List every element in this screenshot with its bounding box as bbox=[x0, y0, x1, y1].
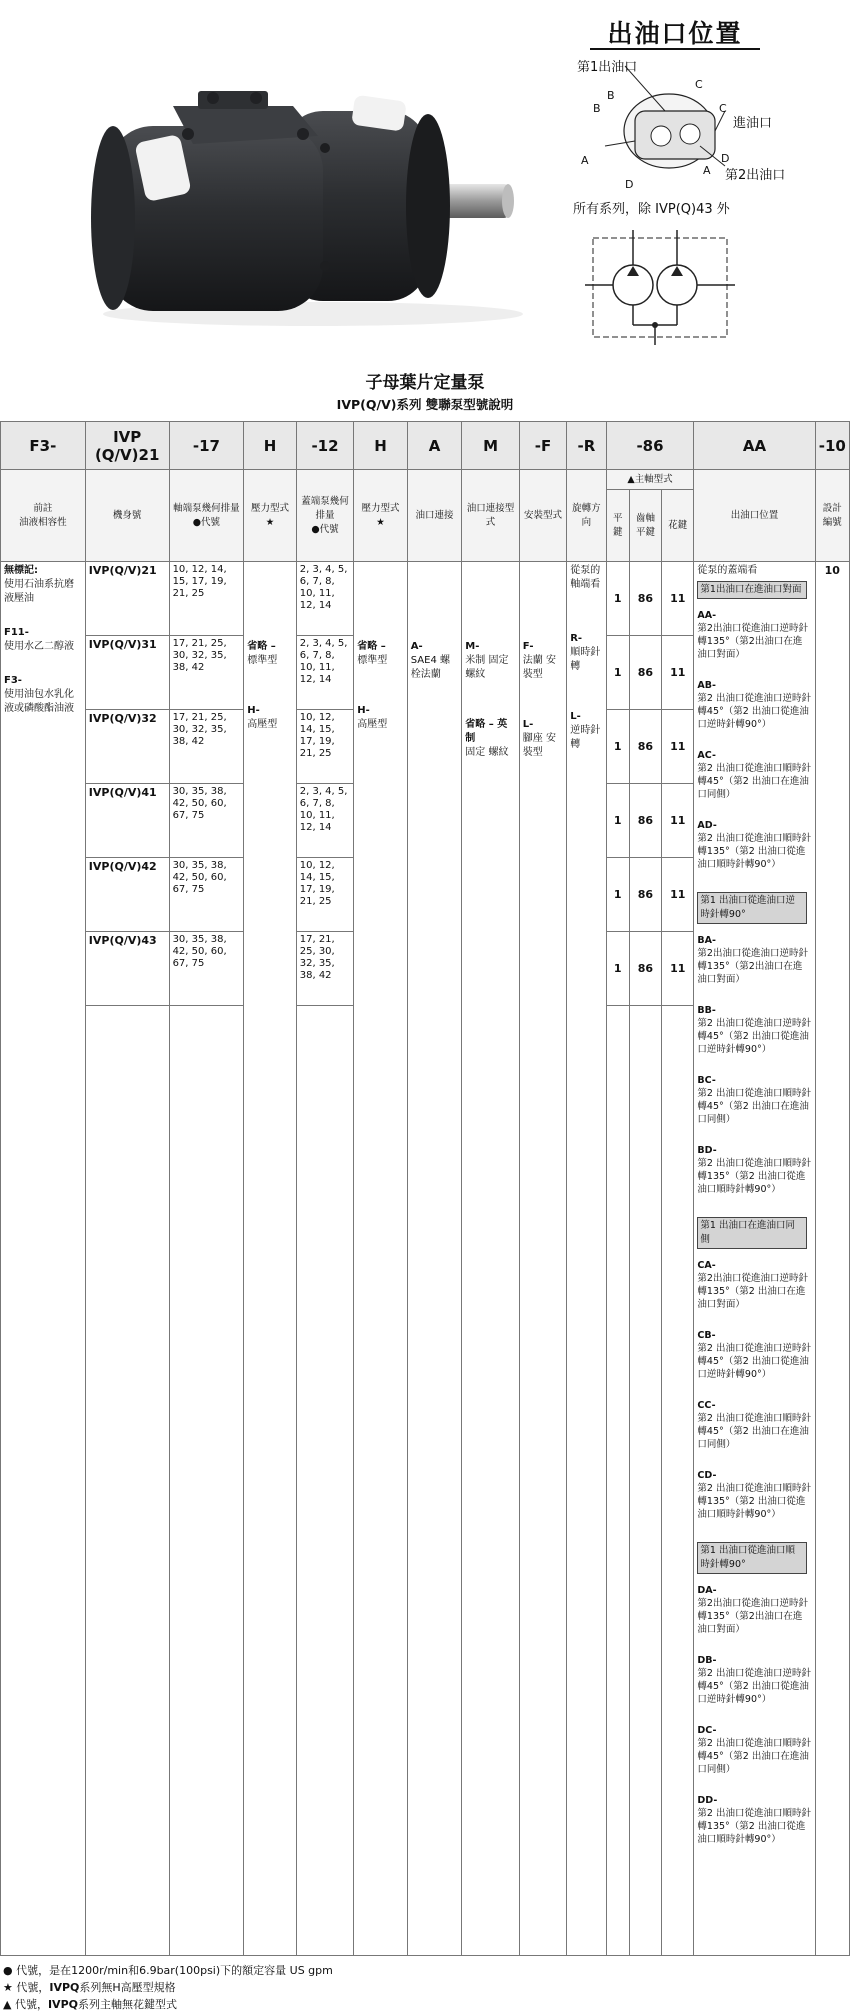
shaft-key: 1 bbox=[606, 858, 629, 932]
outlet-entry: BD- 第2 出油口從進油口順時針轉135°（第2 出油口從進油口順時針轉90°） bbox=[697, 1145, 811, 1195]
header-shaft-group: ▲主軸型式 bbox=[606, 470, 694, 490]
header-shaft-disp: 軸端泵幾何排量 ●代號 bbox=[169, 470, 244, 562]
shaft-spline: 11 bbox=[662, 562, 694, 636]
diagram-letter-d2: D bbox=[625, 178, 634, 191]
model-name: IVP(Q/V)42 bbox=[85, 858, 169, 932]
inlet-label: 進油口 bbox=[733, 116, 773, 131]
diagram-letter-a2: A bbox=[703, 164, 711, 177]
shaft-key: 1 bbox=[606, 562, 629, 636]
diagram-letter-b1: B bbox=[607, 89, 615, 102]
cover-displacement: 2, 3, 4, 5, 6, 7, 8, 10, 11, 12, 14 bbox=[296, 562, 354, 636]
empty-cell bbox=[169, 1006, 244, 1956]
outlet-group-title: 第1 出油口在進油口同側 bbox=[697, 1217, 807, 1249]
pressure2-opt: H- 高壓型 bbox=[357, 705, 388, 730]
shaft-gear-key: 86 bbox=[629, 784, 661, 858]
mount-opt: F- 法蘭 安裝型 bbox=[522, 641, 556, 680]
header-pressure2: 壓力型式 ★ bbox=[354, 470, 408, 562]
fluid-item: F3- 使用油包水乳化液或磷酸酯油液 bbox=[4, 675, 74, 714]
outlet-group-title: 第1 出油口從進油口順時針轉90° bbox=[697, 1542, 807, 1574]
header-cover-disp: 蓋端泵幾何 排量 ●代號 bbox=[296, 470, 354, 562]
outlet-entry: AD- 第2 出油口從進油口順時針轉135°（第2 出油口從進油口順時針轉90°） bbox=[697, 820, 811, 870]
shaft-gear-key: 86 bbox=[629, 932, 661, 1006]
diagram-letter-c1: C bbox=[695, 78, 703, 91]
diagram-letter-c2: C bbox=[719, 102, 727, 115]
cover-displacement: 2, 3, 4, 5, 6, 7, 8, 10, 11, 12, 14 bbox=[296, 784, 354, 858]
code-conn-type: M bbox=[462, 422, 520, 470]
code-design: -10 bbox=[815, 422, 849, 470]
outlet-group bbox=[697, 1214, 811, 1521]
outlet-group-title: 第1出油口在進油口對面 bbox=[697, 581, 807, 599]
model-name: IVP(Q/V)43 bbox=[85, 932, 169, 1006]
footnote: ▲ 代號，IVPQ系列主軸無花鍵型式 bbox=[3, 1998, 177, 2011]
header-shaft-key: 平鍵 bbox=[606, 490, 629, 562]
product-photo bbox=[78, 86, 548, 336]
shaft-displacement: 17, 21, 25, 30, 32, 35, 38, 42 bbox=[169, 636, 244, 710]
outlet-entry: DA- 第2出油口從進油口逆時針轉135°（第2出油口在進油口對面） bbox=[697, 1585, 808, 1635]
pressure2-opt: 省略 – 標準型 bbox=[357, 641, 388, 666]
empty-cell bbox=[629, 1006, 661, 1956]
header-conn: 油口連接 bbox=[407, 470, 462, 562]
shaft-key: 1 bbox=[606, 636, 629, 710]
outlet-group-title: 第1 出油口從進油口逆時針轉90° bbox=[697, 892, 807, 924]
model-name: IVP(Q/V)21 bbox=[85, 562, 169, 636]
empty-cell bbox=[85, 1006, 169, 1956]
code-mount: -F bbox=[519, 422, 566, 470]
conn-type-opt: M- 米制 固定螺紋 bbox=[465, 641, 509, 680]
header-pressure1: 壓力型式 ★ bbox=[244, 470, 296, 562]
model-code-table bbox=[0, 421, 850, 1956]
shaft-spline: 11 bbox=[662, 784, 694, 858]
conn-type-opt: 省略 – 英制 固定 螺紋 bbox=[465, 719, 509, 758]
code-conn: A bbox=[407, 422, 462, 470]
fluid-item: F11- 使用水乙二醇液 bbox=[4, 627, 74, 652]
outlet-group bbox=[697, 1539, 811, 1846]
outlet-entry: CA- 第2出油口從進油口逆時針轉135°（第2 出油口在進油口對面） bbox=[697, 1260, 808, 1310]
shaft-spline: 11 bbox=[662, 710, 694, 784]
header-fluid: 前註 油液相容性 bbox=[1, 470, 86, 562]
shaft-key: 1 bbox=[606, 932, 629, 1006]
diagram-letter-d1: D bbox=[721, 152, 730, 165]
rotation-cell bbox=[567, 562, 606, 1956]
shaft-displacement: 30, 35, 38, 42, 50, 60, 67, 75 bbox=[169, 784, 244, 858]
header-conn-type: 油口連接型式 bbox=[462, 470, 520, 562]
code-series: IVP (Q/V)21 bbox=[85, 422, 169, 470]
shaft-displacement: 30, 35, 38, 42, 50, 60, 67, 75 bbox=[169, 858, 244, 932]
pressure1-cell bbox=[244, 562, 296, 1956]
code-pressure2: H bbox=[354, 422, 408, 470]
outlet-entry: CB- 第2 出油口從進油口逆時針轉45°（第2 出油口從進油口逆時針轉90°） bbox=[697, 1330, 811, 1380]
outlet-entry: BB- 第2 出油口從進油口逆時針轉45°（第2 出油口從進油口逆時針轉90°） bbox=[697, 1005, 811, 1055]
port1-label: 第1出油口 bbox=[577, 60, 638, 75]
empty-cell bbox=[296, 1006, 354, 1956]
hydraulic-circuit-symbol bbox=[585, 230, 735, 345]
conn-desc: SAE4 螺栓法蘭 bbox=[410, 655, 450, 680]
outlet-entry: CC- 第2 出油口從進油口順時針轉45°（第2 出油口在進油口同側） bbox=[697, 1400, 811, 1450]
code-pressure1: H bbox=[244, 422, 296, 470]
outlet-entry: DC- 第2 出油口從進油口順時針轉45°（第2 出油口在進油口同側） bbox=[697, 1725, 811, 1775]
cover-displacement: 10, 12, 14, 15, 17, 19, 21, 25 bbox=[296, 710, 354, 784]
footnote: ★ 代號，IVPQ系列無H高壓型規格 bbox=[3, 1981, 176, 1994]
header-shaft-spline: 花鍵 bbox=[662, 490, 694, 562]
outlet-position-panel bbox=[565, 14, 835, 344]
outlet-entry: AB- 第2 出油口從進油口逆時針轉45°（第2 出油口從進油口逆時針轉90°） bbox=[697, 680, 811, 730]
shaft-displacement: 30, 35, 38, 42, 50, 60, 67, 75 bbox=[169, 932, 244, 1006]
port2-label: 第2出油口 bbox=[725, 168, 786, 183]
header-rotation: 旋轉方向 bbox=[567, 470, 606, 562]
empty-cell bbox=[606, 1006, 629, 1956]
header-model: 機身號 bbox=[85, 470, 169, 562]
shaft-key: 1 bbox=[606, 710, 629, 784]
model-name: IVP(Q/V)41 bbox=[85, 784, 169, 858]
code-fluid: F3- bbox=[1, 422, 86, 470]
shaft-spline: 11 bbox=[662, 932, 694, 1006]
cover-displacement: 10, 12, 14, 15, 17, 19, 21, 25 bbox=[296, 858, 354, 932]
rotation-opt: L- 逆時針轉 bbox=[570, 711, 601, 750]
model-name: IVP(Q/V)31 bbox=[85, 636, 169, 710]
header-shaft-gear-key: 齒軸平鍵 bbox=[629, 490, 661, 562]
outlet-entry: DB- 第2 出油口從進油口逆時針轉45°（第2 出油口從進油口逆時針轉90°） bbox=[697, 1655, 811, 1705]
table-row bbox=[1, 562, 850, 636]
shaft-displacement: 17, 21, 25, 30, 32, 35, 38, 42 bbox=[169, 710, 244, 784]
outlet-entry: DD- 第2 出油口從進油口順時針轉135°（第2 出油口從進油口順時針轉90°） bbox=[697, 1795, 811, 1845]
fluid-cell bbox=[1, 562, 86, 1956]
pressure1-opt: H- 高壓型 bbox=[247, 705, 278, 730]
header-row bbox=[1, 470, 850, 490]
code-outlet: AA bbox=[694, 422, 815, 470]
outlet-entry: AA- 第2出油口從進油口逆時針轉135°（第2出油口在進油口對面） bbox=[697, 610, 808, 660]
shaft-spline: 11 bbox=[662, 636, 694, 710]
conn-code: A- bbox=[410, 641, 423, 652]
conn-cell bbox=[407, 562, 462, 1956]
cover-displacement: 17, 21, 25, 30, 32, 35, 38, 42 bbox=[296, 932, 354, 1006]
shaft-spline: 11 bbox=[662, 858, 694, 932]
mount-cell bbox=[519, 562, 566, 1956]
cover-displacement: 2, 3, 4, 5, 6, 7, 8, 10, 11, 12, 14 bbox=[296, 636, 354, 710]
outlet-group bbox=[697, 578, 811, 871]
code-row bbox=[1, 422, 850, 470]
code-rotation: -R bbox=[567, 422, 606, 470]
conn-type-cell bbox=[462, 562, 520, 1956]
rotation-intro: 從泵的軸端看 bbox=[570, 565, 601, 590]
position-title: 出油口位置 bbox=[590, 14, 760, 50]
shaft-gear-key: 86 bbox=[629, 636, 661, 710]
mount-opt: L- 腳座 安裝型 bbox=[522, 719, 556, 758]
shaft-gear-key: 86 bbox=[629, 858, 661, 932]
outlet-entry: AC- 第2 出油口從進油口順時針轉45°（第2 出油口在進油口同側） bbox=[697, 750, 811, 800]
pressure1-opt: 省略 – 標準型 bbox=[247, 641, 278, 666]
pressure2-cell bbox=[354, 562, 408, 1956]
header-outlet: 出油口位置 bbox=[694, 470, 815, 562]
rotation-opt: R- 順時針轉 bbox=[570, 633, 601, 672]
port-diagram bbox=[565, 56, 835, 206]
outlet-entry: BC- 第2 出油口從進油口順時針轉45°（第2 出油口在進油口同側） bbox=[697, 1075, 811, 1125]
product-subtitle: 子母葉片定量泵 bbox=[365, 373, 485, 393]
code-shaft: -86 bbox=[606, 422, 694, 470]
series-note: 所有系列，除 IVP(Q)43 外 bbox=[573, 202, 730, 217]
design-number: 10 bbox=[815, 562, 849, 1956]
shaft-gear-key: 86 bbox=[629, 562, 661, 636]
shaft-displacement: 10, 12, 14, 15, 17, 19, 21, 25 bbox=[169, 562, 244, 636]
empty-cell bbox=[662, 1006, 694, 1956]
shaft-gear-key: 86 bbox=[629, 710, 661, 784]
diagram-letter-a1: A bbox=[581, 154, 589, 167]
outlet-entry: BA- 第2出油口從進油口逆時針轉135°（第2出油口在進油口對面） bbox=[697, 935, 808, 985]
footnotes bbox=[3, 1962, 848, 2013]
outlet-intro: 從泵的蓋端看 bbox=[697, 565, 758, 576]
footnote: ● 代號，是在1200r/min和6.9bar(100psi)下的額定容量 US gpm bbox=[3, 1964, 333, 1977]
outlet-group bbox=[697, 889, 811, 1196]
model-description-title: IVP(Q/V)系列 雙聯泵型號說明 bbox=[336, 397, 514, 412]
shaft-key: 1 bbox=[606, 784, 629, 858]
outlet-cell bbox=[694, 562, 815, 1956]
model-name: IVP(Q/V)32 bbox=[85, 710, 169, 784]
diagram-letter-b2: B bbox=[593, 102, 601, 115]
code-shaft-disp: -17 bbox=[169, 422, 244, 470]
outlet-entry: CD- 第2 出油口從進油口順時針轉135°（第2 出油口從進油口順時針轉90°） bbox=[697, 1470, 811, 1520]
header-design: 設計編號 bbox=[815, 470, 849, 562]
header-mount: 安裝型式 bbox=[519, 470, 566, 562]
code-cover-disp: -12 bbox=[296, 422, 354, 470]
fluid-item: 無標記: 使用石油系抗磨液壓油 bbox=[4, 565, 74, 604]
